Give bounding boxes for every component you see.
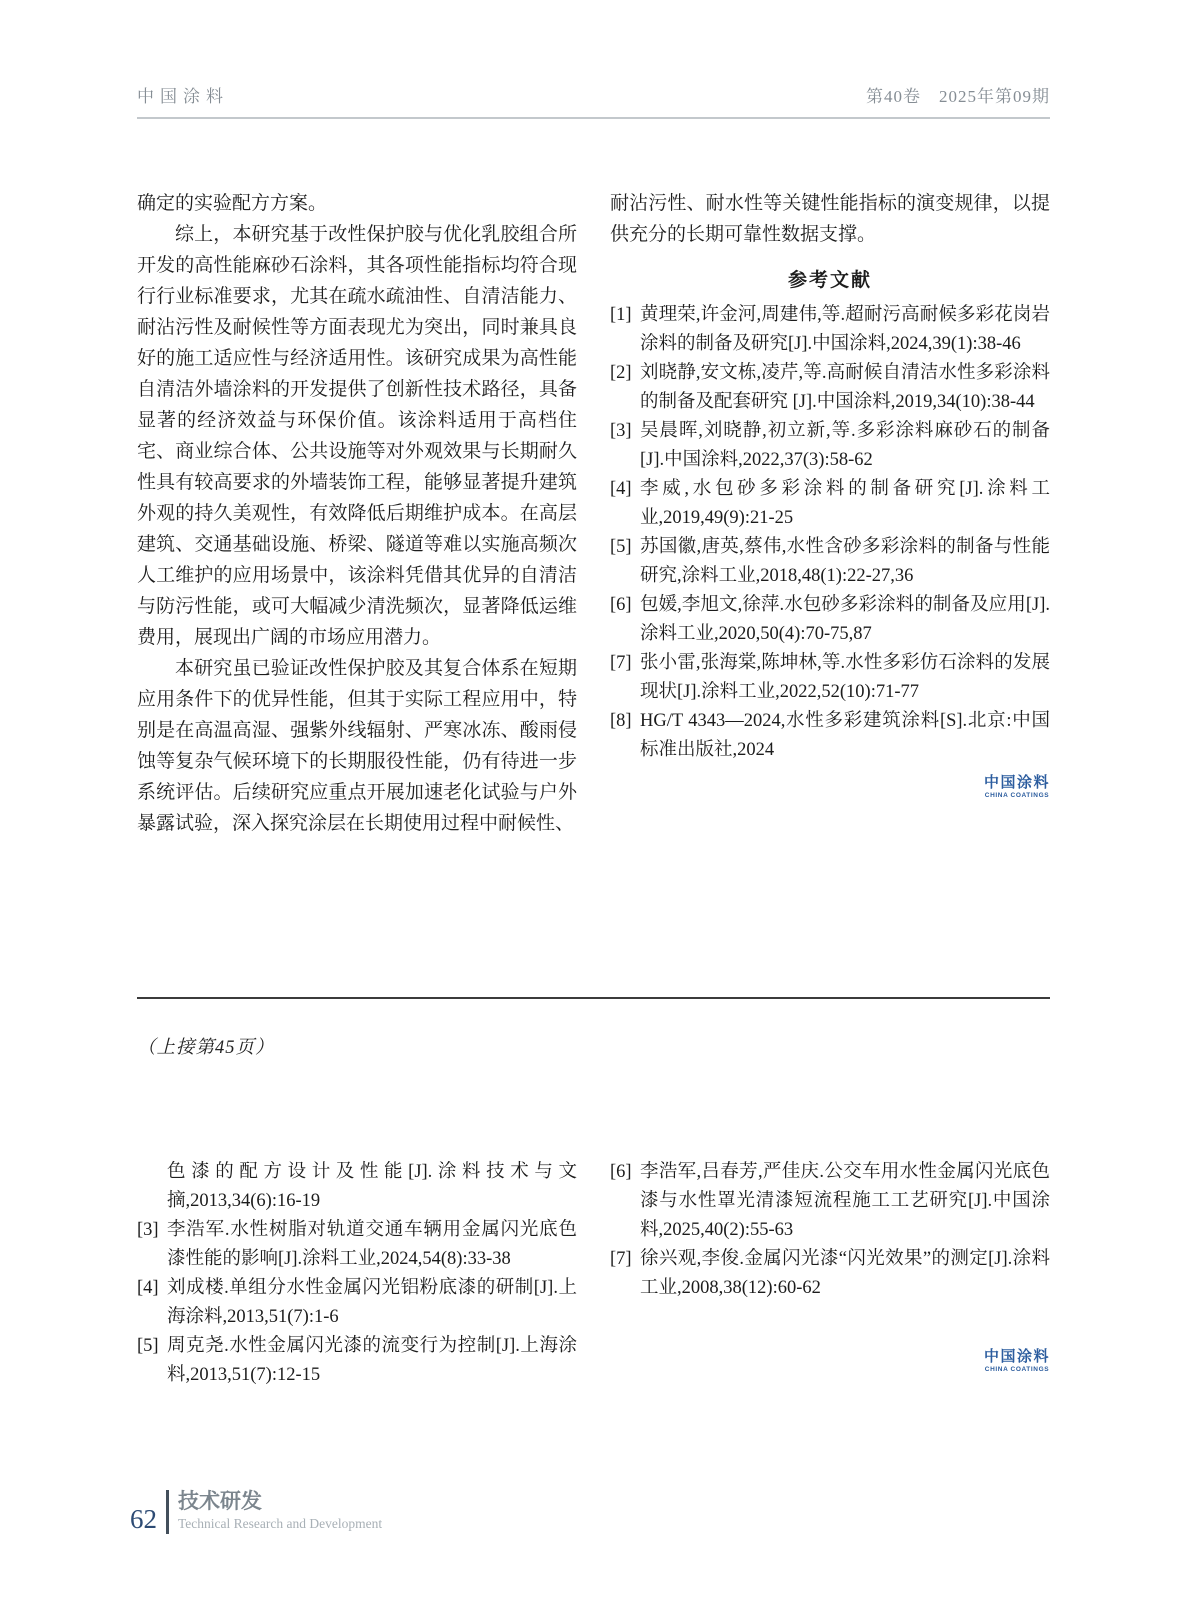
reference-number: [3] bbox=[610, 421, 632, 441]
paragraph: 耐沾污性、耐水性等关键性能指标的演变规律，以提供充分的长期可靠性数据支撑。 bbox=[610, 193, 1050, 245]
reference-text: 李浩军,吕春芳,严佳庆.公交车用水性金属闪光底色漆与水性罩光清漆短流程施工工艺研究[J].中国涂料,2025,40(2):55-63 bbox=[640, 1162, 1050, 1240]
reference-entry bbox=[610, 707, 1050, 765]
issue-info: 第40卷 2025年第09期 bbox=[866, 87, 1050, 106]
reference-number: [6] bbox=[610, 595, 632, 615]
reference-number: [5] bbox=[137, 1336, 159, 1356]
references-heading: 参考文献 bbox=[787, 270, 872, 291]
reference-number: [7] bbox=[610, 1249, 632, 1269]
continued-right-column bbox=[610, 1158, 1050, 1390]
reference-number: [8] bbox=[610, 711, 632, 731]
reference-text: 色漆的配方设计及性能[J].涂料技术与文摘,2013,34(6):16-19 bbox=[167, 1162, 577, 1211]
page-number: 62 bbox=[130, 1504, 157, 1534]
reference-entry bbox=[610, 591, 1050, 649]
reference-number: [1] bbox=[610, 305, 632, 325]
reference-entry bbox=[610, 417, 1050, 475]
reference-number: [2] bbox=[610, 363, 632, 383]
reference-entry bbox=[610, 1245, 1050, 1303]
reference-number: [3] bbox=[137, 1220, 159, 1240]
reference-number: [4] bbox=[137, 1278, 159, 1298]
reference-entry bbox=[610, 359, 1050, 417]
page-footer bbox=[130, 1490, 382, 1534]
continued-left-column bbox=[137, 1158, 577, 1390]
reference-text: 苏国徽,唐英,蔡伟,水性含砂多彩涂料的制备与性能研究,涂料工业,2018,48(1):22-27,36 bbox=[640, 537, 1050, 586]
reference-entry bbox=[610, 533, 1050, 591]
reference-number: [5] bbox=[610, 537, 632, 557]
footer-section-title-cn: 技术研发 bbox=[178, 1490, 262, 1513]
paragraph: 确定的实验配方方案。 bbox=[137, 193, 328, 214]
reference-entry bbox=[610, 1158, 1050, 1245]
reference-entry bbox=[137, 1332, 577, 1390]
reference-text: HG/T 4343—2024,水性多彩建筑涂料[S].北京:中国标准出版社,2024 bbox=[640, 711, 1050, 760]
running-head bbox=[137, 82, 1050, 119]
paragraph: 综上，本研究基于改性保护胶与优化乳胶组合所开发的高性能麻砂石涂料，其各项性能指标均符合现行行业标准要求，尤其在疏水疏油性、自清洁能力、耐沾污性及耐候性等方面表现尤为突出，同时兼具良好的施工适应性与经济适用性。该研究成果为高性能自清洁外墙涂料的开发提供了创新性技术路径，具备显著的经济效益与环保价值。该涂料适用于高档住宅、商业综合体、公共设施等对外观效果与长期耐久性具有较高要求的外墙装饰工程，能够显著提升建筑外观的持久美观性，有效降低后期维护成本。在高层建筑、交通基础设施、桥梁、隧道等难以实施高频次人工维护的应用场景中，该涂料凭借其优异的自清洁与防污性能，或可大幅减少清洗频次，显著降低运维费用，展现出广阔的市场应用潜力。 bbox=[137, 224, 577, 648]
reference-number: [6] bbox=[610, 1162, 632, 1182]
continued-from-note: （上接第45页） bbox=[137, 1038, 275, 1058]
reference-text: 李浩军.水性树脂对轨道交通车辆用金属闪光底色漆性能的影响[J].涂料工业,2024,54(8):33-38 bbox=[167, 1220, 577, 1269]
reference-entry bbox=[137, 1158, 577, 1216]
logo-text-en: CHINA COATINGS bbox=[984, 1366, 1050, 1373]
reference-text: 刘晓静,安文栋,凌芹,等.高耐候自清洁水性多彩涂料的制备及配套研究 [J].中国涂料,2019,34(10):38-44 bbox=[640, 363, 1050, 412]
reference-text: 吴晨晖,刘晓静,初立新,等.多彩涂料麻砂石的制备[J].中国涂料,2022,37(3):58-62 bbox=[640, 421, 1050, 470]
china-coatings-logo bbox=[610, 775, 1050, 800]
references-list bbox=[610, 301, 1050, 765]
reference-text: 张小雷,张海棠,陈坤林,等.水性多彩仿石涂料的发展现状[J].涂料工业,2022,52(10):71-77 bbox=[640, 653, 1050, 702]
logo-text-cn: 中国涂料 bbox=[983, 774, 1050, 791]
article-right-column bbox=[610, 188, 1050, 839]
logo-text-cn: 中国涂料 bbox=[983, 1348, 1050, 1365]
reference-entry bbox=[610, 301, 1050, 359]
china-coatings-logo bbox=[610, 1349, 1050, 1374]
reference-number bbox=[137, 1158, 167, 1216]
article-body bbox=[137, 188, 1050, 839]
continued-references bbox=[137, 1158, 1050, 1390]
reference-number: [4] bbox=[610, 479, 632, 499]
reference-text: 徐兴观,李俊.金属闪光漆“闪光效果”的测定[J].涂料工业,2008,38(12):60-62 bbox=[640, 1249, 1050, 1298]
reference-entry bbox=[137, 1274, 577, 1332]
journal-name: 中国涂料 bbox=[137, 87, 229, 106]
reference-text: 黄理荣,许金河,周建伟,等.超耐污高耐候多彩花岗岩涂料的制备及研究[J].中国涂料,2024,39(1):38-46 bbox=[640, 305, 1050, 354]
reference-entry bbox=[610, 649, 1050, 707]
footer-divider-bar bbox=[166, 1490, 169, 1534]
reference-number: [7] bbox=[610, 653, 632, 673]
reference-text: 刘成楼.单组分水性金属闪光铝粉底漆的研制[J].上海涂料,2013,51(7):1-6 bbox=[167, 1278, 577, 1327]
article-left-column bbox=[137, 188, 577, 839]
reference-text: 李威,水包砂多彩涂料的制备研究[J].涂料工业,2019,49(9):21-25 bbox=[640, 479, 1050, 528]
reference-entry bbox=[137, 1216, 577, 1274]
reference-text: 包媛,李旭文,徐萍.水包砂多彩涂料的制备及应用[J].涂料工业,2020,50(4):70-75,87 bbox=[640, 595, 1050, 644]
footer-section-title-en: Technical Research and Development bbox=[178, 1516, 383, 1531]
paragraph: 本研究虽已验证改性保护胶及其复合体系在短期应用条件下的优异性能，但其于实际工程应用中，特别是在高温高湿、强紫外线辐射、严寒冰冻、酸雨侵蚀等复杂气候环境下的长期服役性能，仍有待进一步系统评估。后续研究应重点开展加速老化试验与户外暴露试验，深入探究涂层在长期使用过程中耐候性、 bbox=[137, 658, 577, 834]
reference-text: 周克尧.水性金属闪光漆的流变行为控制[J].上海涂料,2013,51(7):12-15 bbox=[167, 1336, 577, 1385]
logo-text-en: CHINA COATINGS bbox=[984, 792, 1050, 799]
section-divider bbox=[137, 997, 1050, 999]
reference-entry bbox=[610, 475, 1050, 533]
